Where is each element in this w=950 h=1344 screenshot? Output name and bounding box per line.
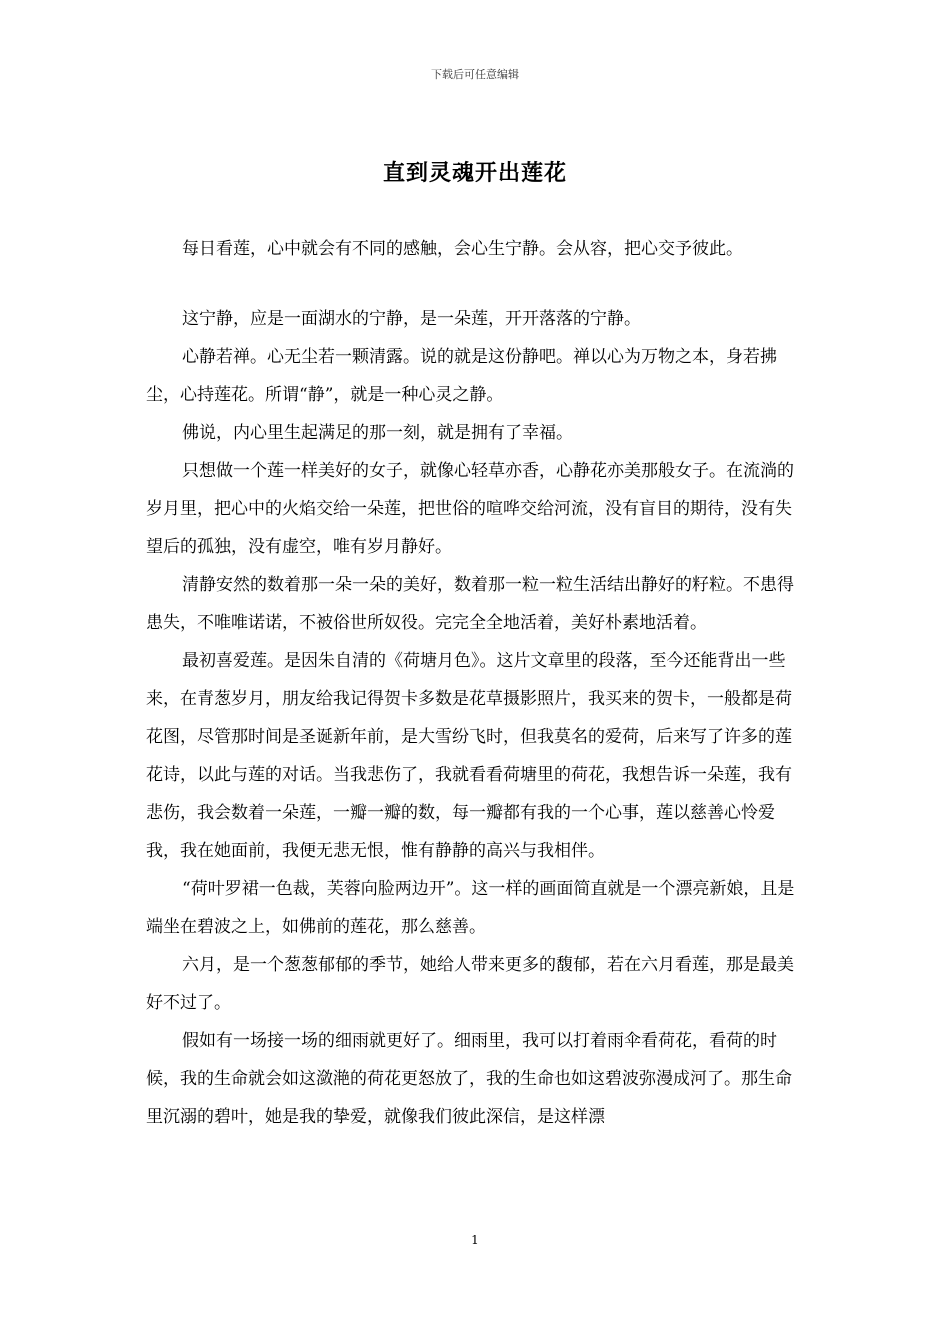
paragraph: 假如有一场接一场的细雨就更好了。细雨里，我可以打着雨伞看荷花，看荷的时候，我的生命就会如这潋滟的荷花更怒放了，我的生命也如这碧波弥漫成河了。那生命里沉溺的碧叶，她是我的挚爱，就像我们彼此深信，是这样漂 [146, 1031, 792, 1127]
page-header: 下载后可任意编辑 [431, 68, 519, 81]
paragraph: “荷叶罗裙一色裁，芙蓉向脸两边开”。这一样的画面简直就是一个漂亮新娘，且是端坐在碧波之上，如佛前的莲花，那么慈善。 [146, 879, 795, 937]
page-number: 1 [471, 1233, 479, 1247]
paragraph: 佛说，内心里生起满足的那一刻，就是拥有了幸福。 [182, 423, 573, 443]
paragraph: 心静若禅。心无尘若一颗清露。说的就是这份静吧。禅以心为万物之本，身若拂尘，心持莲花。所谓“静”，就是一种心灵之静。 [146, 347, 777, 405]
paragraph: 清静安然的数着那一朵一朵的美好，数着那一粒一粒生活结出静好的籽粒。不患得患失，不唯唯诺诺，不被俗世所奴役。完完全全地活着，美好朴素地活着。 [146, 575, 794, 633]
paragraph: 这宁静，应是一面湖水的宁静，是一朵莲，开开落落的宁静。 [182, 309, 641, 329]
document-body [146, 230, 806, 1136]
paragraph: 每日看莲，心中就会有不同的感触，会心生宁静。会从容，把心交予彼此。 [182, 239, 743, 259]
paragraph: 六月，是一个葱葱郁郁的季节，她给人带来更多的馥郁，若在六月看莲，那是最美好不过了。 [146, 955, 794, 1013]
paragraph: 只想做一个莲一样美好的女子，就像心轻草亦香，心静花亦美那般女子。在流淌的岁月里，把心中的火焰交给一朵莲，把世俗的喧哗交给河流，没有盲目的期待，没有失望后的孤独，没有虚空，唯有岁月静好。 [146, 461, 794, 557]
document-title: 直到灵魂开出莲花 [382, 161, 567, 186]
paragraph: 最初喜爱莲。是因朱自清的《荷塘月色》。这片文章里的段落，至今还能背出一些来，在青葱岁月，朋友给我记得贺卡多数是花草摄影照片，我买来的贺卡，一般都是荷花图，尽管那时间是圣诞新年前，是大雪纷飞时，但我莫名的爱荷，后来写了许多的莲花诗，以此与莲的对话。当我悲伤了，我就看看荷塘里的荷花，我想告诉一朵莲，我有悲伤，我会数着一朵莲，一瓣一瓣的数，每一瓣都有我的一个心事，莲以慈善心怜爱我，我在她面前，我便无悲无恨，惟有静静的高兴与我相伴。 [146, 651, 792, 861]
